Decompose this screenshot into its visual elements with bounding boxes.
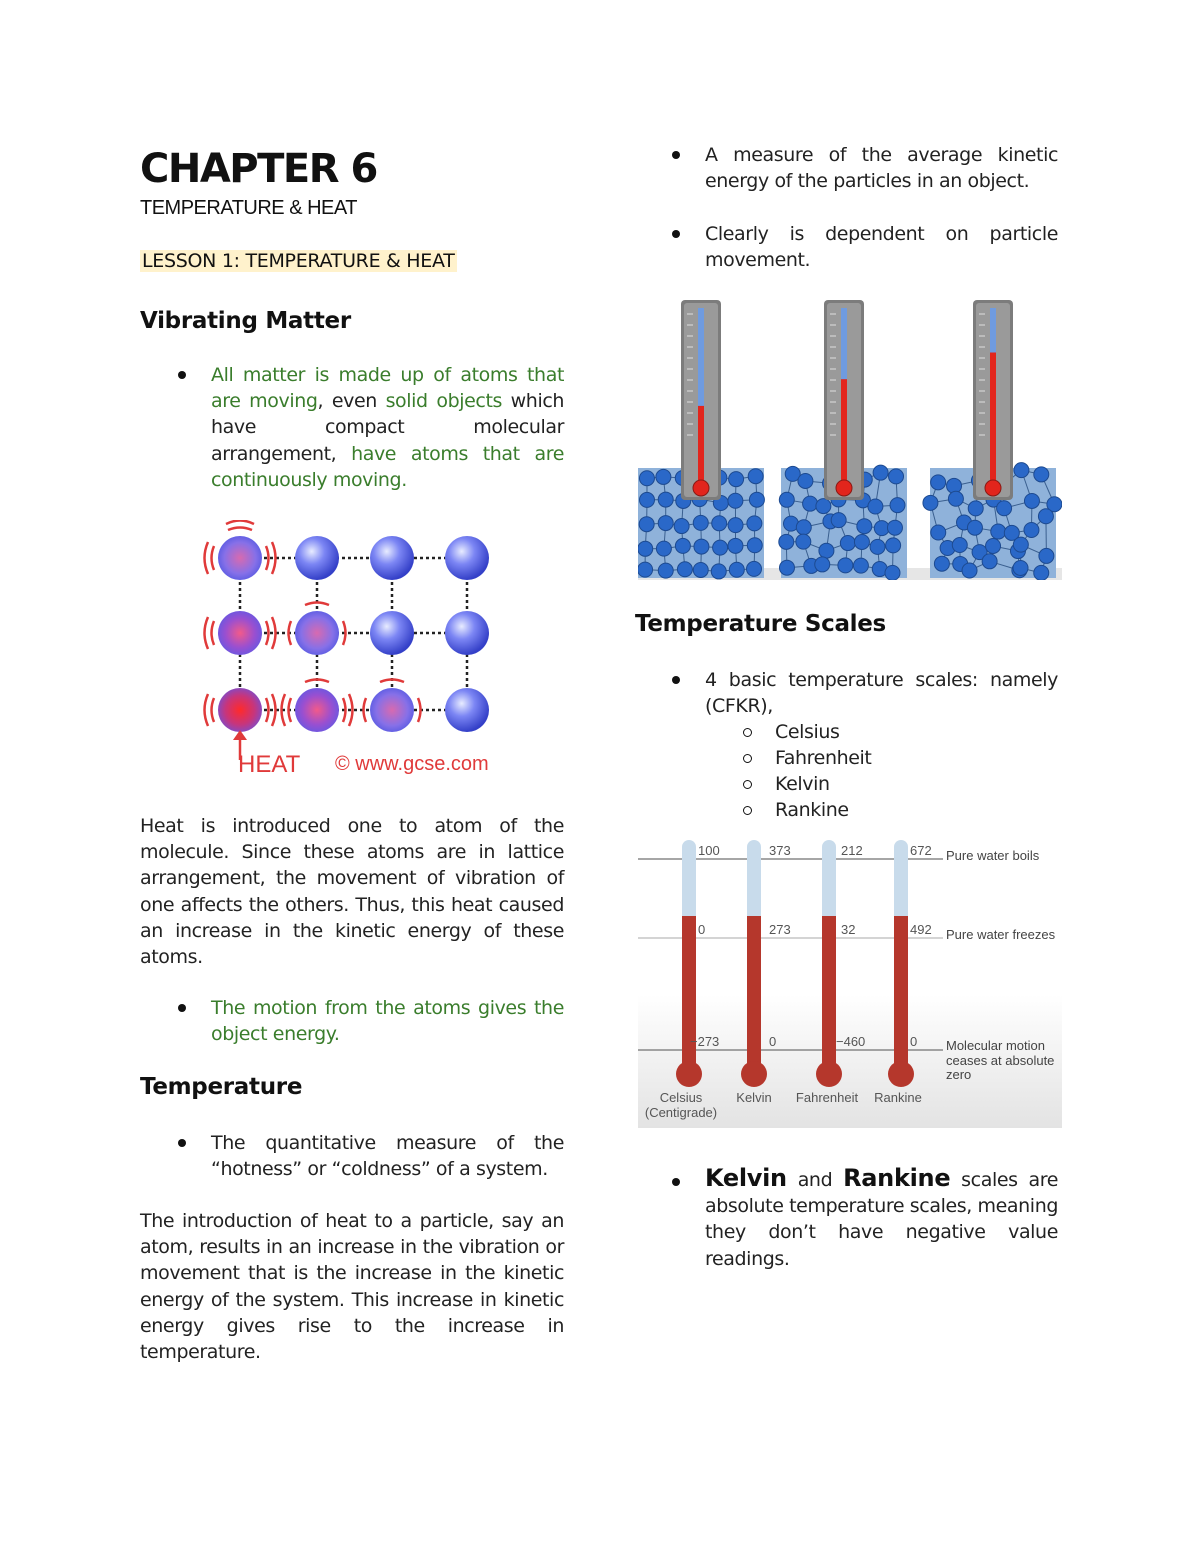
particle [1024, 493, 1039, 508]
highlight-text: solid objects [385, 390, 503, 413]
particle [931, 475, 946, 490]
list-item [705, 1165, 1058, 1272]
particle [991, 524, 1006, 539]
list-item [775, 797, 1055, 823]
measure-bullet-text: A measure of the average kinetic energy of the particles in an object. [705, 144, 1058, 193]
section-title-temperature: Temperature [140, 1074, 303, 1100]
thermometer-particles-figure [638, 300, 1062, 580]
atom [445, 611, 489, 655]
particle [816, 499, 831, 514]
emphasis-text: Kelvin [705, 1164, 787, 1192]
particle [638, 541, 653, 556]
temperature-scales-svg [638, 832, 1062, 1128]
particle [934, 556, 949, 571]
kelvin-zero-value: 0 [769, 1034, 777, 1049]
kelvin-label: Kelvin [736, 1090, 772, 1105]
particle [675, 538, 690, 553]
particle [693, 515, 708, 530]
celsius-freeze-value: 0 [698, 922, 706, 937]
temperature-scales-figure [638, 832, 1062, 1128]
particle [803, 496, 818, 511]
dependent-bullet-text: Clearly is dependent on particle movement. [705, 223, 1058, 272]
fahrenheit-freeze-value: 32 [841, 922, 856, 937]
particle [729, 562, 744, 577]
particle [1024, 522, 1039, 537]
particle [854, 534, 869, 549]
particle [796, 520, 811, 535]
absolute-scales-text [705, 1165, 1058, 1272]
highlight-text: have atoms that are continuously moving. [211, 442, 564, 491]
heat-paragraph: Heat is introduced one to atom of the molecule. Since these atoms are in lattice arrangement, the movement of vibration of one affects the others. Thus, this heat caused an increase in the kinetic energy of these atoms. [140, 815, 564, 969]
particle [779, 534, 794, 549]
list-item [775, 745, 1055, 771]
celsius-label: Celsius [659, 1090, 703, 1105]
atom [218, 688, 262, 732]
thermometer-mercury [990, 353, 996, 487]
kelvin-boil-value: 373 [769, 843, 791, 858]
atom [295, 688, 339, 732]
particle [986, 538, 1001, 553]
atom [370, 536, 414, 580]
atom [295, 536, 339, 580]
zero-annotation-line1: Molecular motion [946, 1038, 1045, 1053]
sub-bullet-circle [743, 728, 752, 737]
bullet-dot [178, 1139, 186, 1147]
atom [370, 688, 414, 732]
particle [639, 471, 654, 486]
particle [656, 541, 671, 556]
particle [889, 469, 904, 484]
particle [886, 538, 901, 553]
vibrating-matter-text [211, 362, 564, 493]
particle [639, 492, 654, 507]
atom [218, 611, 262, 655]
list-item [211, 995, 564, 1047]
particle [887, 520, 902, 535]
kelvin-freeze-value: 273 [769, 922, 791, 937]
scale-name: Celsius [775, 721, 840, 743]
particle [885, 565, 900, 580]
particle [747, 516, 762, 531]
particle [890, 498, 905, 513]
particle [711, 564, 726, 579]
particle [712, 516, 727, 531]
particle [1039, 548, 1054, 563]
thermometer-bulb [985, 480, 1001, 496]
particle [728, 538, 743, 553]
chapter-title: CHAPTER 6 [140, 146, 377, 192]
plain-text: , even [317, 390, 386, 413]
particle [658, 516, 673, 531]
credit-label: © www.gcse.com [335, 753, 489, 775]
particle [749, 492, 764, 507]
particle [639, 517, 654, 532]
atom-lattice-figure [200, 520, 500, 780]
particle [868, 499, 883, 514]
particle [1038, 509, 1053, 524]
bullet-dot [672, 676, 680, 684]
rankine-zero-value: 0 [910, 1034, 918, 1049]
atom [218, 536, 262, 580]
atom [445, 536, 489, 580]
scale-name: Rankine [775, 799, 849, 821]
list-item [775, 771, 1055, 797]
plain-text: scales are absolute temperature scales, meaning they don’t have negative value readings. [705, 1169, 1058, 1270]
particle [997, 501, 1012, 516]
particle [1013, 537, 1028, 552]
particle [728, 493, 743, 508]
atom [445, 688, 489, 732]
celsius-zero-value: −273 [690, 1034, 720, 1049]
atom [370, 611, 414, 655]
zero-annotation-line2: ceases at absolute [946, 1053, 1055, 1068]
thermometer-bulb [836, 480, 852, 496]
particle [693, 562, 708, 577]
highlight-text: All matter is made up of atoms that are moving [211, 364, 564, 413]
bullet-dot [672, 1178, 680, 1186]
particle [658, 492, 673, 507]
particle [931, 525, 946, 540]
particle [838, 558, 853, 573]
atom [295, 611, 339, 655]
emphasis-text: Rankine [843, 1164, 951, 1192]
particle [1014, 463, 1029, 478]
thermometer-mercury [698, 406, 704, 486]
sub-bullet-circle [743, 806, 752, 815]
temperature-paragraph: The introduction of heat to a particle, say an atom, results in an increase in the vibration or movement that is the increase in the kinetic energy of the system. This increase in kinetic energy gives rise to the increase in temperature. [140, 1210, 564, 1364]
particle [747, 538, 762, 553]
particle [638, 562, 653, 577]
particle [873, 465, 888, 480]
boil-annotation: Pure water boils [946, 848, 1040, 863]
thermometer-bulb [693, 480, 709, 496]
particle [923, 495, 938, 510]
fahrenheit-boil-value: 212 [841, 843, 863, 858]
scale-name: Fahrenheit [775, 747, 872, 769]
particle [853, 558, 868, 573]
particle [962, 563, 977, 578]
particle [857, 519, 872, 534]
atoms [218, 536, 489, 732]
rankine-boil-value: 672 [910, 843, 932, 858]
list-item [705, 142, 1058, 194]
lesson-heading [140, 250, 457, 272]
section-title-vibrating: Vibrating Matter [140, 308, 351, 334]
particle [779, 492, 794, 507]
thermometer-particles-svg [638, 300, 1062, 580]
bullet-dot [178, 1004, 186, 1012]
particle [713, 540, 728, 555]
bullet-dot [672, 151, 680, 159]
motion-bullet-text: The motion from the atoms gives the object energy. [211, 997, 564, 1046]
rankine-freeze-value: 492 [910, 922, 932, 937]
particle [1034, 565, 1049, 580]
list-item [705, 667, 1058, 719]
zero-annotation-line3: zero [946, 1067, 972, 1082]
bullet-dot [178, 371, 186, 379]
heat-label: HEAT [238, 751, 301, 778]
scale-annotations [946, 848, 1056, 1082]
temperature-bullet-text: The quantitative measure of the “hotness” or “coldness” of a system. [211, 1132, 564, 1181]
scale-name: Kelvin [775, 773, 830, 795]
atom-lattice-svg [200, 520, 500, 780]
list-item [211, 362, 564, 493]
list-item [775, 719, 1055, 745]
particle [870, 539, 885, 554]
particle [798, 473, 813, 488]
particle [831, 513, 846, 528]
particle [1034, 467, 1049, 482]
thermometer-mercury [841, 379, 847, 486]
list-item [211, 1130, 564, 1182]
plain-text: which have compact molecular arrangement, [211, 390, 565, 465]
particle [694, 539, 709, 554]
particle [967, 520, 982, 535]
particle [674, 519, 689, 534]
section-title-scales: Temperature Scales [635, 611, 886, 637]
particle [748, 469, 763, 484]
particle [982, 554, 997, 569]
particle [729, 472, 744, 487]
particle [815, 557, 830, 572]
particle [658, 563, 673, 578]
sub-bullet-circle [743, 780, 752, 789]
particle [948, 491, 963, 506]
particle [1013, 560, 1028, 575]
fahrenheit-zero-value: −460 [836, 1034, 866, 1049]
particle [747, 561, 762, 576]
fahrenheit-label: Fahrenheit [795, 1090, 859, 1105]
scales-intro-text: 4 basic temperature scales: namely (CFKR), [705, 669, 1058, 718]
celsius-boil-value: 100 [698, 843, 720, 858]
particle [952, 538, 967, 553]
particle [968, 501, 983, 516]
particle [656, 469, 671, 484]
chapter-subtitle: TEMPERATURE & HEAT [140, 197, 357, 219]
rankine-label: Rankine [874, 1090, 922, 1105]
particle [677, 562, 692, 577]
particle [779, 560, 794, 575]
particle [819, 543, 834, 558]
list-item [705, 221, 1058, 273]
bullet-dot [672, 230, 680, 238]
celsius-sublabel: (Centigrade) [644, 1105, 718, 1120]
particle [840, 536, 855, 551]
plain-text: and [786, 1169, 844, 1191]
lesson-title: LESSON 1: TEMPERATURE & HEAT [142, 250, 455, 272]
particle [728, 518, 743, 533]
freeze-annotation: Pure water freezes [946, 927, 1056, 942]
sub-bullet-circle [743, 754, 752, 763]
particle [796, 534, 811, 549]
scale-names [645, 1090, 922, 1120]
